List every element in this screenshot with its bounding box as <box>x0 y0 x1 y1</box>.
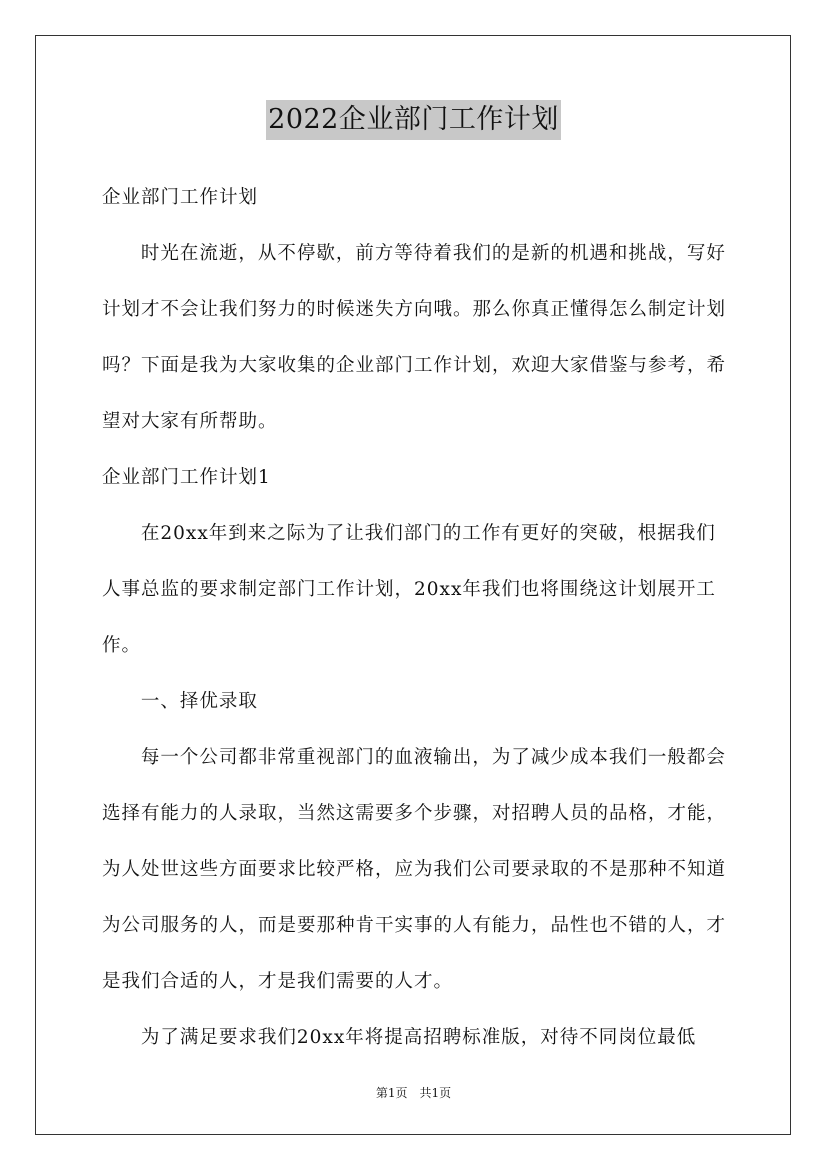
page-footer: 第1页 共1页 <box>375 1086 452 1100</box>
intro-paragraph: 时光在流逝，从不停歇，前方等待着我们的是新的机遇和挑战，写好计划才不会让我们努力的时候迷失方向哦。那么你真正懂得怎么制定计划吗？下面是我为大家收集的企业部门工作计划，欢迎大家借鉴与参考，希望对大家有所帮助。 <box>102 243 727 432</box>
body-paragraph: 为了满足要求我们20xx年将提高招聘标准版，对待不同岗位最低 <box>140 1027 697 1048</box>
document-title: 2022企业部门工作计划 <box>266 100 561 140</box>
title-container <box>0 100 827 140</box>
body-paragraph: 在20xx年到来之际为了让我们部门的工作有更好的突破，根据我们人事总监的要求制定部门工作计划，20xx年我们也将围绕这计划展开工作。 <box>102 523 716 656</box>
list-heading: 一、择优录取 <box>140 691 258 712</box>
document-body <box>102 170 732 1066</box>
subsection-heading: 企业部门工作计划1 <box>102 467 271 488</box>
section-heading: 企业部门工作计划 <box>102 187 259 208</box>
body-paragraph: 每一个公司都非常重视部门的血液输出，为了减少成本我们一般都会选择有能力的人录取，当然这需要多个步骤，对招聘人员的品格，才能，为人处世这些方面要求比较严格，应为我们公司要录取的不是那种不知道为公司服务的人，而是要那种肯干实事的人有能力，品性也不错的人，才是我们合适的人，才是我们需要的人才。 <box>102 747 727 992</box>
